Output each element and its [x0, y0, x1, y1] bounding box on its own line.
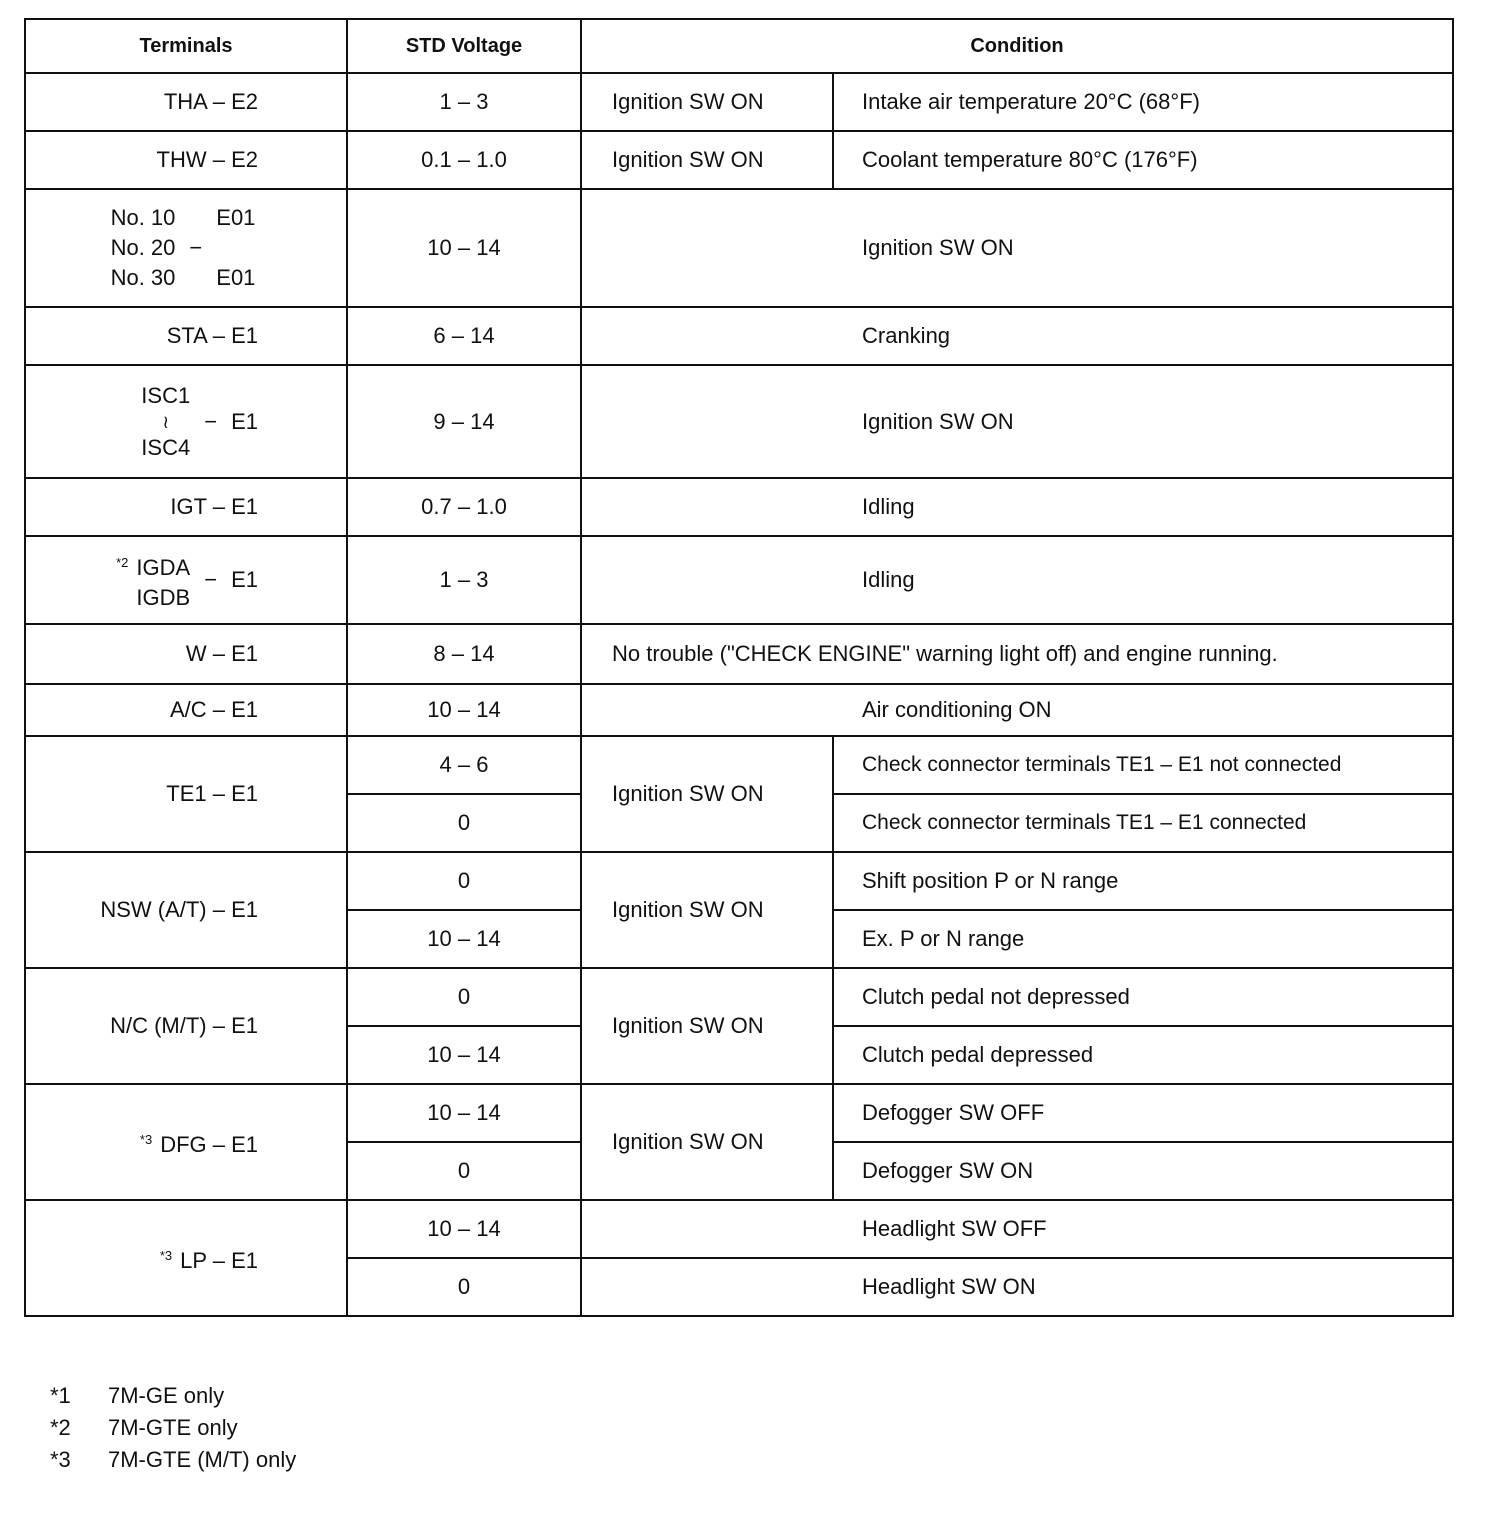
- table-row: [25, 624, 1453, 684]
- terminal-ground: E01: [216, 205, 256, 230]
- voltage-cell: 10 – 14: [347, 1026, 581, 1084]
- condition-cell: Ignition SW ON: [581, 73, 833, 131]
- voltage-cell: 10 – 14: [347, 1084, 581, 1142]
- footnote-mark: *3: [50, 1447, 71, 1472]
- footnote-mark: *3: [159, 1247, 173, 1263]
- voltage-cell: 10 – 14: [347, 910, 581, 968]
- footnote-mark: *1: [50, 1383, 71, 1408]
- footnotes: [50, 1380, 296, 1476]
- condition-cell: Headlight SW ON: [581, 1258, 1453, 1316]
- voltage-cell: 0.7 – 1.0: [347, 478, 581, 536]
- condition-detail-cell: Clutch pedal depressed: [833, 1026, 1453, 1084]
- condition-detail-cell: Ex. P or N range: [833, 910, 1453, 968]
- table-row: [25, 684, 1453, 736]
- terminal-cell: [25, 189, 347, 307]
- condition-detail-cell: Shift position P or N range: [833, 852, 1453, 910]
- voltage-cell: 4 – 6: [347, 736, 581, 794]
- footnote-text: 7M-GE only: [108, 1383, 225, 1408]
- terminal-cell: [25, 536, 347, 624]
- voltage-cell: 0.1 – 1.0: [347, 131, 581, 189]
- header-terminals: Terminals: [25, 19, 347, 73]
- condition-cell: Idling: [581, 536, 1453, 624]
- terminal-cell: W – E1: [25, 624, 347, 684]
- terminal-label: No. 10: [110, 205, 176, 230]
- terminal-cell: THA – E2: [25, 73, 347, 131]
- terminal-ground: E1: [231, 567, 258, 592]
- footnote: [50, 1412, 296, 1444]
- condition-cell: Cranking: [581, 307, 1453, 365]
- table-row: [25, 307, 1453, 365]
- terminal-dash: −: [189, 235, 203, 260]
- voltage-cell: 10 – 14: [347, 189, 581, 307]
- condition-cell: Idling: [581, 478, 1453, 536]
- terminal-ground: E01: [216, 265, 256, 290]
- condition-detail-cell: Check connector terminals TE1 – E1 not connected: [833, 736, 1453, 794]
- terminal-cell: TE1 – E1: [25, 736, 347, 852]
- voltage-cell: 1 – 3: [347, 536, 581, 624]
- condition-cell: Air conditioning ON: [581, 684, 1453, 736]
- table-row: [25, 968, 1453, 1026]
- terminal-dash: −: [204, 567, 218, 592]
- terminal-label: No. 30: [110, 265, 176, 290]
- condition-cell: Ignition SW ON: [581, 736, 833, 852]
- condition-detail-cell: Intake air temperature 20°C (68°F): [833, 73, 1453, 131]
- condition-detail-cell: Defogger SW OFF: [833, 1084, 1453, 1142]
- footnote-mark: *3: [139, 1131, 153, 1147]
- condition-detail-cell: Defogger SW ON: [833, 1142, 1453, 1200]
- footnote: [50, 1444, 296, 1476]
- voltage-cell: 0: [347, 1258, 581, 1316]
- condition-cell: Ignition SW ON: [581, 1084, 833, 1200]
- condition-cell: Ignition SW ON: [581, 131, 833, 189]
- header-std-voltage: STD Voltage: [347, 19, 581, 73]
- terminal-label: ISC1: [141, 383, 191, 408]
- voltage-cell: 10 – 14: [347, 684, 581, 736]
- table-row: [25, 73, 1453, 131]
- terminal-ground: E1: [231, 409, 258, 434]
- terminal-cell: IGT – E1: [25, 478, 347, 536]
- header-condition: Condition: [581, 19, 1453, 73]
- terminal-label: No. 20: [110, 235, 176, 260]
- footnote: [50, 1380, 296, 1412]
- condition-cell: Ignition SW ON: [581, 365, 1453, 478]
- terminal-voltage-table: [24, 18, 1454, 1317]
- table-row: [25, 131, 1453, 189]
- condition-cell: No trouble ("CHECK ENGINE" warning light off) and engine running.: [581, 624, 1453, 684]
- table-row: [25, 478, 1453, 536]
- terminal-cell: STA – E1: [25, 307, 347, 365]
- condition-cell: Headlight SW OFF: [581, 1200, 1453, 1258]
- terminal-cell: [25, 1084, 347, 1200]
- voltage-cell: 8 – 14: [347, 624, 581, 684]
- condition-detail-cell: Clutch pedal not depressed: [833, 968, 1453, 1026]
- terminal-cell: [25, 1200, 347, 1316]
- table-row: [25, 1200, 1453, 1258]
- terminal-label: IGDB: [136, 584, 191, 610]
- condition-detail-cell: Coolant temperature 80°C (176°F): [833, 131, 1453, 189]
- terminal-cell: N/C (M/T) – E1: [25, 968, 347, 1084]
- voltage-cell: 0: [347, 794, 581, 852]
- voltage-cell: 0: [347, 968, 581, 1026]
- voltage-cell: 0: [347, 1142, 581, 1200]
- table-row: [25, 852, 1453, 910]
- voltage-cell: 9 – 14: [347, 365, 581, 478]
- range-tilde: ≀: [162, 412, 170, 432]
- table-row: [25, 536, 1453, 624]
- table-row: [25, 365, 1453, 478]
- terminal-cell: THW – E2: [25, 131, 347, 189]
- condition-detail-cell: Check connector terminals TE1 – E1 connected: [833, 794, 1453, 852]
- terminal-cell: [25, 365, 347, 478]
- table-row: [25, 1084, 1453, 1142]
- header-row: [25, 19, 1453, 73]
- table-row: [25, 189, 1453, 307]
- terminal-cell: A/C – E1: [25, 684, 347, 736]
- terminal-label: IGDA: [136, 554, 191, 580]
- voltage-cell: 10 – 14: [347, 1200, 581, 1258]
- table-row: [25, 736, 1453, 794]
- condition-cell: Ignition SW ON: [581, 189, 1453, 307]
- terminal-dash: −: [204, 409, 218, 434]
- voltage-cell: 6 – 14: [347, 307, 581, 365]
- terminal-label: ISC4: [141, 435, 191, 460]
- terminal-label: LP – E1: [180, 1247, 258, 1273]
- voltage-cell: 1 – 3: [347, 73, 581, 131]
- terminal-label: DFG – E1: [160, 1131, 258, 1157]
- footnote-mark: *2: [116, 554, 129, 570]
- voltage-cell: 0: [347, 852, 581, 910]
- terminal-cell: NSW (A/T) – E1: [25, 852, 347, 968]
- condition-cell: Ignition SW ON: [581, 968, 833, 1084]
- condition-cell: Ignition SW ON: [581, 852, 833, 968]
- footnote-text: 7M-GTE only: [108, 1415, 238, 1440]
- footnote-mark: *2: [50, 1415, 71, 1440]
- footnote-text: 7M-GTE (M/T) only: [108, 1447, 297, 1472]
